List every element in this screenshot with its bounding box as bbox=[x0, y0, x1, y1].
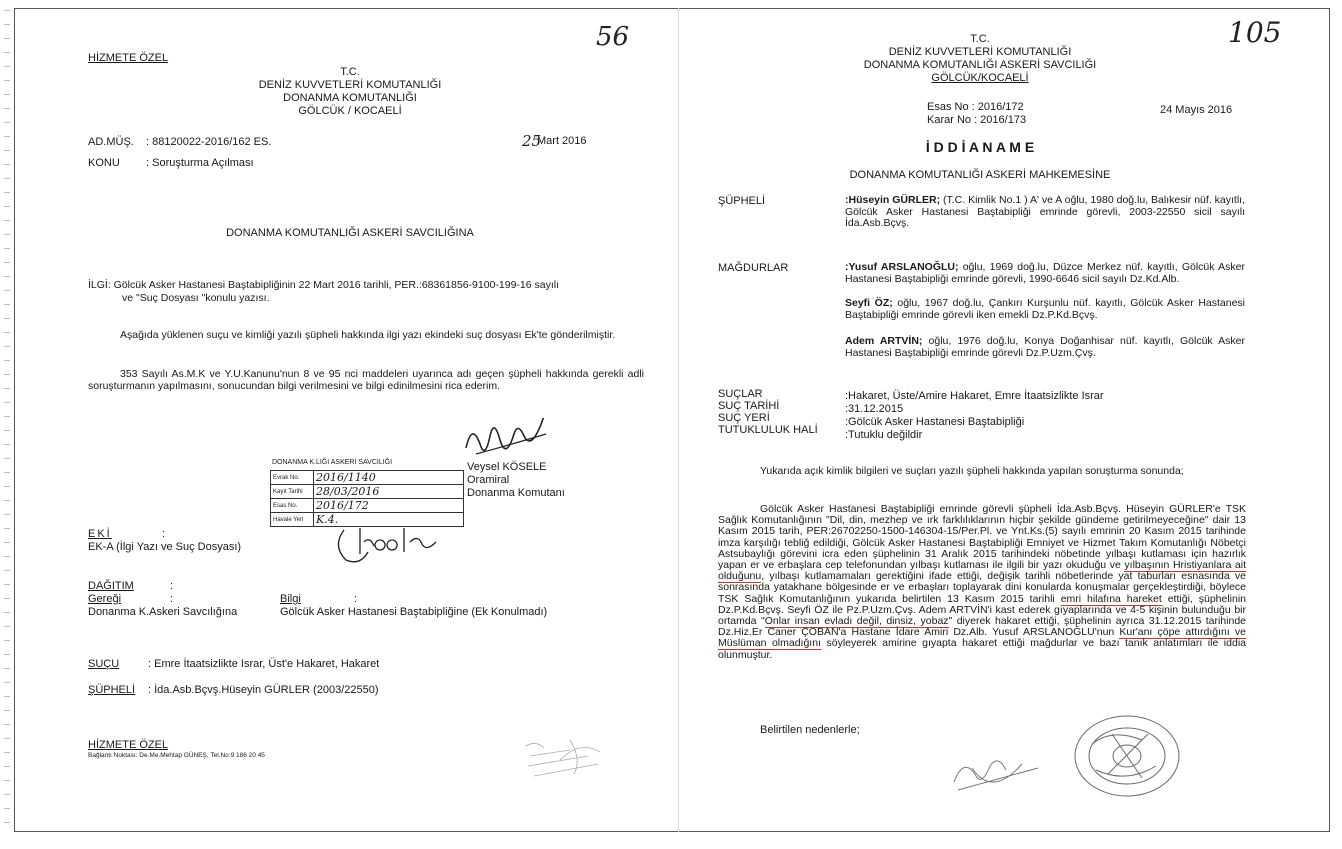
ek-label: EKİ bbox=[88, 528, 112, 540]
prosecutor-signature bbox=[948, 748, 1058, 798]
ek-value: EK-A (İlgi Yazı ve Suç Dosyası) bbox=[88, 541, 242, 553]
suclar-value: :Hakaret, Üste/Amire Hakaret, Emre İtaatsizlikte Israr bbox=[845, 390, 1104, 402]
right-page-number: 105 bbox=[1228, 16, 1282, 49]
right-header-1: DENİZ KUVVETLERİ KOMUTANLIĞI bbox=[888, 46, 1072, 58]
scan-edge-marks bbox=[4, 10, 10, 830]
body-part-b: , yılbaşı kutlamamaları gerektiğini ifade ettiği, değişik tarihli nöbetlerinde yat taburları esnasında ve sonrasında yatakhane bölgesinde er ve erbaşları toplayarak dini konularda konuşmalar gerçekleştirdiği, böylece TSK Sağlık Komutanlığının yukarıda belirtilen 13 Kasım 2015 tarihli bbox=[718, 570, 1246, 605]
highlight-quran: Kur'anı çöpe attırdığını ve Müslüman olmadığını bbox=[718, 626, 1246, 650]
highlight-order-violation: emri hilafına hareket bbox=[1060, 592, 1162, 605]
suc-tarihi-label: SUÇ TARİHİ bbox=[718, 400, 780, 412]
left-header-3: GÖLCÜK / KOCAELİ bbox=[298, 105, 402, 117]
closing-line: Belirtilen nedenlerle; bbox=[760, 724, 860, 736]
magdurlar-row-label: MAĞDURLAR bbox=[718, 262, 789, 274]
ek-colon: : bbox=[162, 528, 166, 540]
date-print: Mart 2016 bbox=[537, 135, 587, 147]
body-part-c: ettiği, şüphelinin Dz.P.Kd.Bçvş. Seyfi ÖZ ile Pz.P.Uzm.Çvş. Adem ARTVİN'i kast ederek gıyaplarında ve 4-5 kişinin bulunduğu bir ortamda " bbox=[718, 592, 1247, 628]
supheli-value: : İda.Asb.Bçvş.Hüseyin GÜRLER (2003/22550) bbox=[148, 684, 379, 696]
left-header-2: DONANMA KOMUTANLIĞI bbox=[283, 92, 417, 104]
supheli-row-label: ŞÜPHELİ bbox=[718, 195, 766, 207]
supheli-block bbox=[845, 195, 1245, 230]
suclar-label: SUÇLAR bbox=[718, 388, 763, 400]
geregi-value: Donanma K.Askeri Savcılığına bbox=[88, 606, 238, 618]
victim-2-block bbox=[845, 298, 1245, 321]
victim-2-detail: oğlu, 1967 doğ.lu, Çankırı Kurşunlu nüf. kayıtlı, Gölcük Asker Hastanesi Baştabipliği emrinde görevli iken emekli Dz.P.Kd.Bçvş. bbox=[845, 297, 1246, 321]
bilgi-colon: : bbox=[354, 593, 358, 605]
victim-1-block bbox=[845, 262, 1245, 285]
right-header-3: GÖLCÜK/KOCAELİ bbox=[931, 72, 1029, 84]
stamp-label: Esas No. bbox=[271, 499, 314, 513]
ilgi-line-2: ve "Suç Dosyası "konulu yazısı. bbox=[122, 292, 270, 304]
addressee: DONANMA KOMUTANLIĞI ASKERİ SAVCILIĞINA bbox=[226, 227, 474, 239]
karar-no: Karar No : 2016/173 bbox=[927, 114, 1027, 126]
faint-corner-stamp bbox=[520, 730, 630, 790]
konu-label: KONU bbox=[88, 157, 120, 169]
supheli-label: ŞÜPHELİ bbox=[88, 684, 136, 696]
tutukluluk-value: :Tutuklu değildir bbox=[845, 429, 923, 441]
sucu-value: : Emre İtaatsizlikte Israr, Üst'e Hakaret, Hakaret bbox=[148, 658, 380, 670]
stamp-value: 2016/172 bbox=[314, 499, 464, 513]
date-handwritten: 25 bbox=[522, 132, 542, 150]
official-round-seal bbox=[1062, 704, 1192, 804]
esas-no: Esas No : 2016/172 bbox=[927, 101, 1024, 113]
court-addressee: DONANMA KOMUTANLIĞI ASKERİ MAHKEMESİNE bbox=[849, 169, 1111, 181]
paragraph-1: Aşağıda yüklenen suçu ve kimliği yazılı şüpheli hakkında ilgi yazı ekindeki suç dosyası Ek'te gönderilmiştir. bbox=[120, 329, 616, 341]
stamp-row bbox=[271, 499, 464, 513]
tutukluluk-label: TUTUKLULUK HALİ bbox=[718, 424, 818, 436]
confidential-top: HİZMETE ÖZEL bbox=[88, 52, 169, 64]
stamp-row bbox=[271, 471, 464, 485]
document-title: İ D D İ A N A M E bbox=[925, 139, 1035, 155]
body-part-d: " diyerek hakaret ettiği, şüphelinin ayrıca 31.12.2015 tarihinde Dz.Hiz.Er Caner ÇOBAN'a Hastane İdare Amiri Dz.Alb. Yusuf ARSLANOĞLU'nun bbox=[718, 615, 1246, 639]
supheli-detail: (T.C. Kimlik No.1 ) A' ve A oğlu, 1980 doğ.lu, Balıkesir nüf. kayıtlı, Gölcük Asker Hastanesi Baştabipliği emrinde görevli, 2003-22550 sicil sayılı İda.Asb.Bçvş. bbox=[845, 194, 1245, 229]
suc-tarihi-value: :31.12.2015 bbox=[845, 403, 904, 415]
ilgi-line-1: İLGİ: Gölcük Asker Hastanesi Baştabipliğinin 22 Mart 2016 tarihli, PER.:68361856-9100-199-16 sayılı bbox=[88, 279, 560, 291]
dagitim-colon: : bbox=[170, 580, 174, 592]
signer-rank: Oramiral bbox=[467, 474, 510, 486]
right-header-tc: T.C. bbox=[970, 33, 990, 45]
stamp-label: Kayıt Tarihi bbox=[271, 485, 314, 499]
right-date: 24 Mayıs 2016 bbox=[1160, 104, 1233, 116]
victim-2-name: Seyfi ÖZ; bbox=[845, 297, 893, 309]
highlight-insult-quote: Onlar insan evladı değil, dinsiz, yobaz bbox=[764, 615, 949, 628]
ad-mus-value: : 88120022-2016/162 ES. bbox=[146, 136, 272, 148]
victim-3-name: Adem ARTVİN; bbox=[845, 335, 923, 347]
left-header-tc: T.C. bbox=[340, 66, 360, 78]
contact-line: Bağlantı Noktası: De.Me.Mehtap GÜNEŞ, Tel.No:9 186 20 45 bbox=[88, 752, 265, 759]
indictment-body bbox=[718, 504, 1246, 661]
left-header-1: DENİZ KUVVETLERİ KOMUTANLIĞI bbox=[258, 79, 442, 91]
ad-mus-label: AD.MÜŞ. bbox=[88, 136, 134, 148]
suc-yeri-label: SUÇ YERİ bbox=[718, 412, 770, 424]
bilgi-label: Bilgi bbox=[280, 593, 301, 605]
page-divider bbox=[678, 8, 679, 832]
left-page-number: 56 bbox=[596, 22, 630, 52]
dagitim-label: DAĞITIM bbox=[88, 580, 134, 592]
registration-stamp bbox=[270, 470, 464, 527]
sucu-label: SUÇU bbox=[88, 658, 120, 670]
paragraph-2: 353 Sayılı As.M.K ve Y.U.Kanunu'nun 8 ve 95 nci maddeleri uyarınca adı geçen şüpheli hakkında gerekli adli soruşturmanın yapılmasını, sonucundan bilgi verilmesini ve bilgi edinilmesini rica ederim. bbox=[88, 368, 644, 392]
stamp-row bbox=[271, 485, 464, 499]
handwritten-initials bbox=[330, 524, 450, 568]
stamp-value: K.4. bbox=[314, 513, 464, 527]
body-part-a: Gölcük Asker Hastanesi Baştabipliği emrinde görevli şüpheli İda.Asb.Bçvş. Hüseyin GÜRLER'e TSK Sağlık Komutanlığının "Dil, din, mezhep ve ırk farklılıklarının hiçbir şekilde gündeme getirilmeyeceğine" dair 13 Kasım 2015 tarih, PER:26702250-1500-146304-15/Per.Pl. ve Ynt.Ks.(5) sayılı emrinin 20 Kasım 2015 tarihinde imza karşılığı tebliğ edildiği, Gölcük Asker Hastanesi Baştabipliği Emniyet ve Hizmet Takım Komutanlığı Nöbetçi Astsubaylığı görevini icra eden şüphelinin 31 Aralık 2015 tarihindeki nöbetinde yılbaşı kutlaması için hazırlık yapan er ve erbaşlara cep telefonundan yılbaşı kutlaması ile ilgili bir yazı okuduğu ve bbox=[718, 503, 1246, 572]
highlight-christians: yılbaşının Hristiyanlara ait olduğunu bbox=[718, 559, 1246, 583]
indictment-intro: Yukarıda açık kimlik bilgileri ve suçları yazılı şüpheli hakkında yapılan soruşturma sonunda; bbox=[760, 465, 1184, 477]
geregi-label: Gereği bbox=[88, 593, 122, 605]
bilgi-value: Gölcük Asker Hastanesi Baştabipliğine (Ek Konulmadı) bbox=[280, 606, 548, 618]
signer-title: Donanma Komutanı bbox=[467, 487, 565, 499]
victim-3-detail: oğlu, 1976 doğ.lu, Konya Doğanhisar nüf. kayıtlı, Gölcük Asker Hastanesi Baştabipliği emrinde görevli Dz.P.Uzm.Çvş. bbox=[845, 335, 1245, 359]
signer-name: Veysel KÖSELE bbox=[467, 461, 547, 473]
geregi-colon: : bbox=[170, 593, 174, 605]
stamp-value: 2016/1140 bbox=[314, 471, 464, 485]
suc-yeri-value: :Gölcük Asker Hastanesi Baştabipliği bbox=[845, 416, 1025, 428]
stamp-label: Evrak No. bbox=[271, 471, 314, 485]
stamp-title: DONANMA K.LIĞI ASKERİ SAVCILIĞI bbox=[272, 459, 393, 466]
stamp-label: Havale Yeri bbox=[271, 513, 314, 527]
body-part-e: söyleyerek amirine gıyapta hakaret ettiği mağdurlar ve bazı tanık anlatımları ile iddia olunmuştur. bbox=[718, 637, 1246, 661]
victim-1-detail: oğlu, 1969 doğ.lu, Düzce Merkez nüf. kayıtlı, Gölcük Asker Hastanesi Baştabipliği emrinde görevli, 1990-6646 sicil sayılı Dz.Kd.Alb. bbox=[845, 261, 1245, 285]
confidential-bottom: HİZMETE ÖZEL bbox=[88, 739, 169, 751]
supheli-name: :Hüseyin GÜRLER; bbox=[845, 194, 941, 206]
right-header-2: DONANMA KOMUTANLIĞI ASKERİ SAVCILIĞI bbox=[863, 59, 1097, 71]
victim-1-name: :Yusuf ARSLANOĞLU; bbox=[845, 261, 959, 273]
stamp-value: 28/03/2016 bbox=[314, 485, 464, 499]
victim-3-block bbox=[845, 336, 1245, 359]
konu-value: : Soruşturma Açılması bbox=[146, 157, 254, 169]
